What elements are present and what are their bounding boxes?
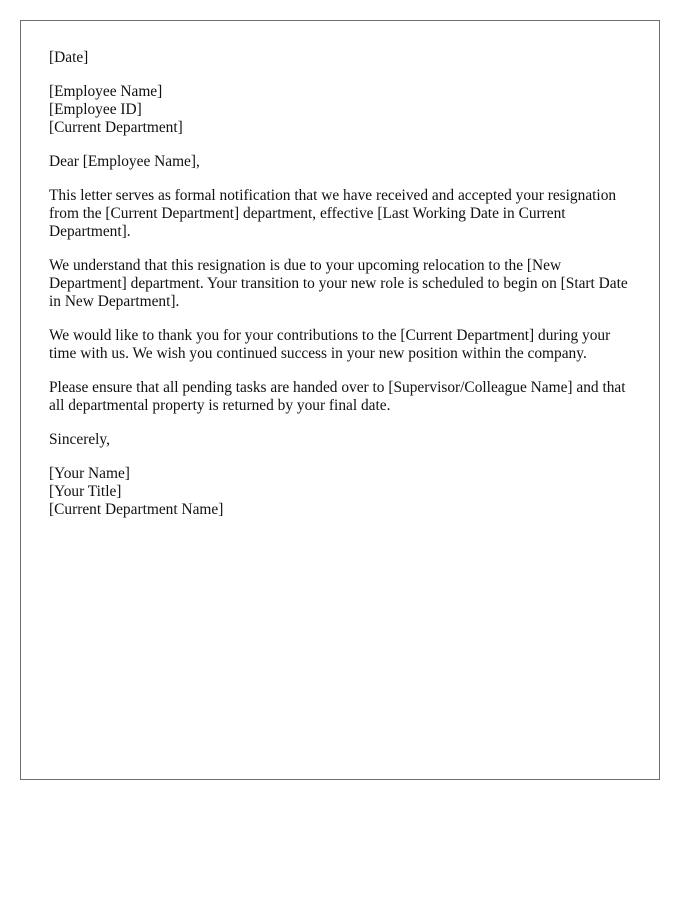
closing-block	[49, 431, 639, 449]
recipient-id: [Employee ID]	[49, 101, 142, 118]
recipient-name: [Employee Name]	[49, 83, 163, 100]
salutation: Dear [Employee Name],	[49, 153, 200, 170]
recipient-department: [Current Department]	[49, 119, 183, 136]
recipient-block	[49, 83, 639, 137]
paragraph-resignation-accepted: This letter serves as formal notification that we have received and accepted your resignation from the [Current Department] department, effective [Last Working Date in Current Department].	[49, 187, 617, 240]
signature-name: [Your Name]	[49, 465, 130, 482]
letter-date: [Date]	[49, 49, 89, 66]
letter-body	[49, 49, 639, 535]
paragraph-relocation: We understand that this resignation is due to your upcoming relocation to the [New Department] department. Your transition to your new role is scheduled to begin on [Start Date in New Department].	[49, 257, 628, 310]
signature-title: [Your Title]	[49, 483, 122, 500]
signature-block	[49, 465, 639, 519]
date-block	[49, 49, 639, 67]
paragraph-handover: Please ensure that all pending tasks are handed over to [Supervisor/Colleague Name] and that all departmental property is returned by your final date.	[49, 379, 626, 414]
salutation-block	[49, 153, 639, 171]
closing: Sincerely,	[49, 431, 110, 448]
paragraph-thanks: We would like to thank you for your contributions to the [Current Department] during your time with us. We wish you continued success in your new position within the company.	[49, 327, 611, 362]
letter-page	[20, 20, 660, 780]
signature-department: [Current Department Name]	[49, 501, 224, 518]
